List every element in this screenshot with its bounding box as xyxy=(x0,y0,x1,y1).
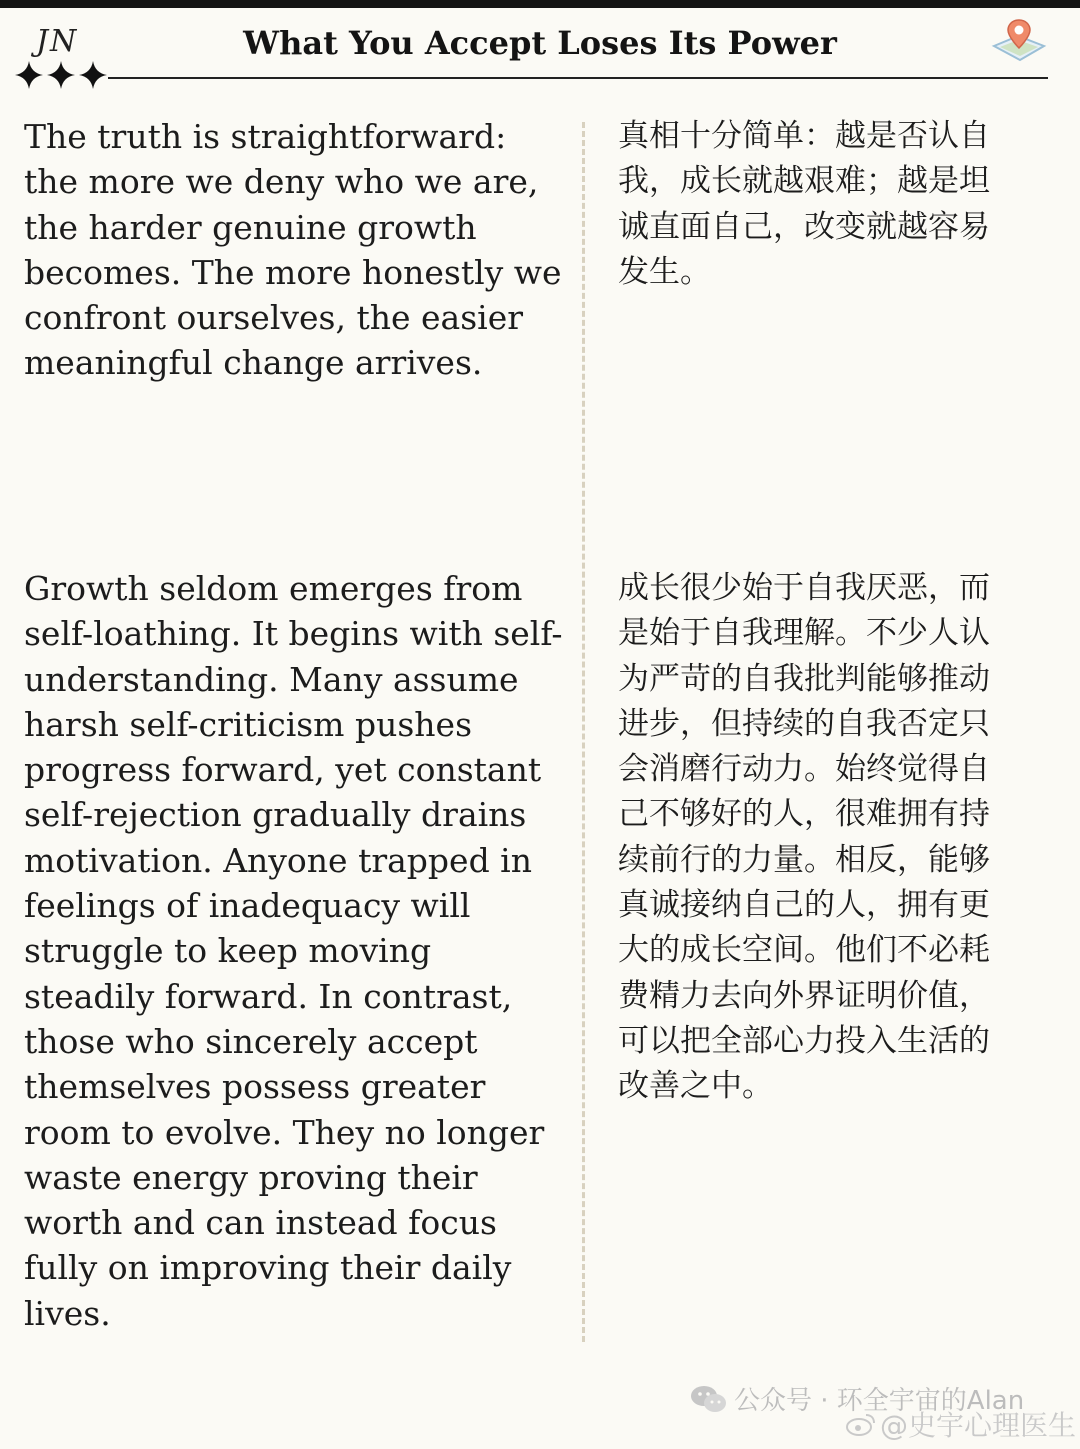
paragraph-chinese-2: 成长很少始于自我厌恶，而是始于自我理解。不少人认为严苛的自我批判能够推动进步，但持续的自我否定只会消磨行动力。始终觉得自己不够好的人，很难拥有持续前行的力量。相反，能够真诚接纳自己的人，拥有更大的成长空间。他们不必耗费精力去向外界证明价值，可以把全部心力投入生活的改善之中。 xyxy=(618,570,990,1105)
four-point-star-icon xyxy=(78,60,108,90)
wechat-icon xyxy=(690,1384,728,1414)
page-title: What You Accept Loses Its Power xyxy=(243,24,837,62)
header-rule xyxy=(108,77,1048,79)
weibo-watermark-text: @史宇心理医生 xyxy=(880,1409,1077,1442)
top-border-bar xyxy=(0,0,1080,8)
wechat-watermark-text: 公众号 · 环全宇宙的Alan xyxy=(734,1386,1025,1416)
column-divider xyxy=(582,122,585,1342)
weibo-icon xyxy=(846,1411,876,1437)
weibo-watermark xyxy=(846,1404,1076,1444)
paragraph-english-2: Growth seldom emerges from self-loathing. It begins with self-understanding. Many assume harsh self-criticism pushes progress forward, yet constant self-rejection gradually drains motivation. Anyone trapped in feelings of inadequacy will struggle to keep moving steadily forward. In contrast, those who sincerely accept themselves possess greater room to evolve. They no longer waste energy proving their worth and can instead focus fully on improving their daily lives. xyxy=(24,569,563,1333)
paragraph-chinese-1: 真相十分简单：越是否认自我，成长就越艰难；越是坦诚直面自己，改变就越容易发生。 xyxy=(618,118,990,290)
logo-monogram: JN xyxy=(36,24,79,59)
four-point-star-icon xyxy=(14,60,44,90)
paragraph-english-1: The truth is straightforward: the more we deny who we are, the harder genuine growth becomes. The more honestly we confront ourselves, the easier meaningful change arrives. xyxy=(24,117,562,383)
four-point-star-icon xyxy=(46,60,76,90)
logo-stars xyxy=(14,60,108,90)
map-pin-icon xyxy=(990,16,1048,66)
